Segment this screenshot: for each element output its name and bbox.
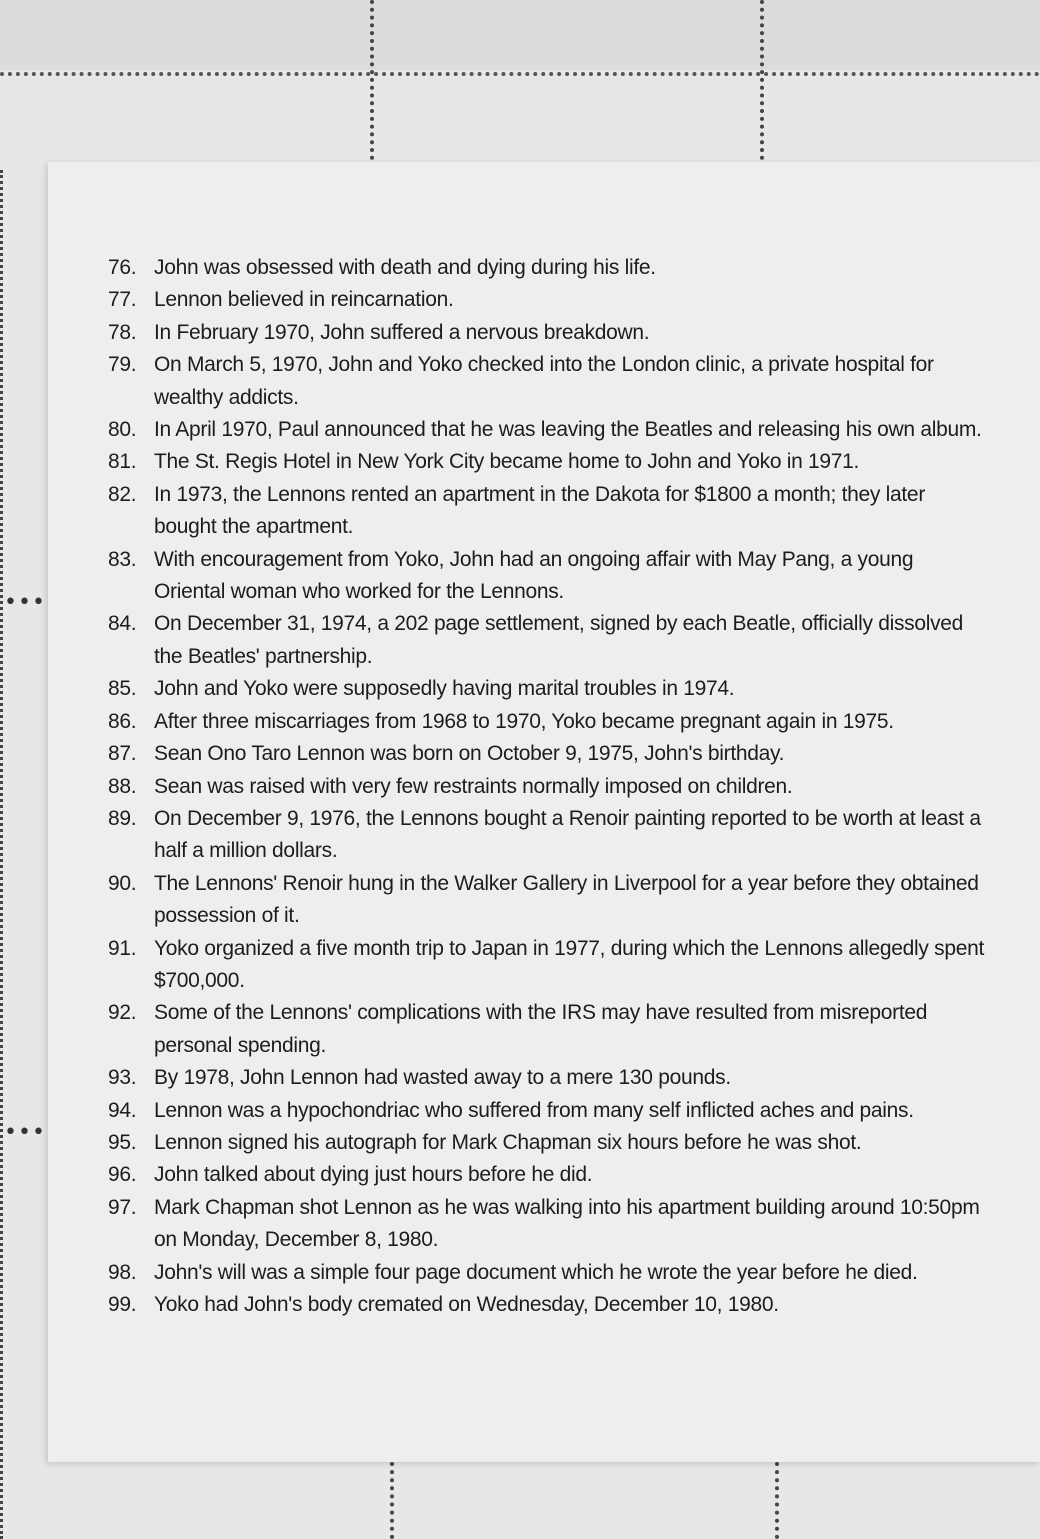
fact-text: The St. Regis Hotel in New York City became home to John and Yoko in 1971.	[154, 450, 860, 474]
fact-item	[108, 1127, 988, 1159]
fact-item	[108, 738, 988, 770]
fact-item	[108, 446, 988, 478]
fact-number: 89.	[108, 806, 137, 830]
fact-number: 87.	[108, 742, 137, 766]
fact-item	[108, 933, 988, 998]
fact-text: With encouragement from Yoko, John had an ongoing affair with May Pang, a young Oriental woman who worked for the Lennons.	[154, 547, 914, 604]
background-dotted-line	[0, 170, 3, 1539]
fact-item	[108, 608, 988, 673]
fact-number: 96.	[108, 1163, 137, 1187]
fact-item	[108, 1159, 988, 1191]
fact-number: 76.	[108, 256, 137, 279]
background-dotted-line	[760, 0, 764, 160]
fact-item	[108, 349, 988, 414]
fact-text: John and Yoko were supposedly having marital troubles in 1974.	[154, 677, 735, 701]
fact-text: On March 5, 1970, John and Yoko checked into the London clinic, a private hospital for wealthy addicts.	[154, 353, 934, 409]
fact-item	[108, 317, 988, 349]
fact-number: 94.	[108, 1098, 137, 1122]
document-page	[48, 162, 1040, 1462]
fact-text: The Lennons' Renoir hung in the Walker Gallery in Liverpool for a year before they obtained possession of it.	[154, 871, 979, 928]
fact-item	[108, 1062, 988, 1094]
fact-number: 83.	[108, 547, 137, 571]
fact-item	[108, 252, 988, 284]
fact-number: 92.	[108, 1001, 137, 1025]
background-dotted-line	[370, 0, 374, 160]
fact-text: By 1978, John Lennon had wasted away to a mere 130 pounds.	[154, 1066, 731, 1090]
fact-text: In April 1970, Paul announced that he was leaving the Beatles and releasing his own album.	[154, 418, 982, 442]
fact-text: John's will was a simple four page document which he wrote the year before he died.	[154, 1260, 918, 1284]
fact-item	[108, 1192, 988, 1257]
fact-number: 93.	[108, 1066, 137, 1090]
fact-number: 77.	[108, 288, 137, 312]
fact-text: In 1973, the Lennons rented an apartment in the Dakota for $1800 a month; they later bought the apartment.	[154, 482, 926, 539]
background-dotted-line	[390, 1462, 394, 1539]
fact-text: After three miscarriages from 1968 to 1970, Yoko became pregnant again in 1975.	[154, 709, 894, 733]
fact-item	[108, 544, 988, 609]
fact-item	[108, 284, 988, 316]
fact-item	[108, 673, 988, 705]
fact-number: 97.	[108, 1195, 137, 1219]
fact-text: Lennon was a hypochondriac who suffered from many self inflicted aches and pains.	[154, 1098, 914, 1122]
background-dotted-line	[775, 1462, 779, 1539]
fact-text: Mark Chapman shot Lennon as he was walking into his apartment building around 10:50pm on Monday, December 8, 1980.	[154, 1195, 980, 1252]
fact-item	[108, 997, 988, 1062]
fact-item	[108, 1289, 988, 1321]
fact-number: 99.	[108, 1293, 137, 1316]
fact-text: Yoko had John's body cremated on Wednesday, December 10, 1980.	[154, 1293, 779, 1316]
fact-text: John talked about dying just hours before he did.	[154, 1163, 593, 1187]
fact-text: Lennon signed his autograph for Mark Chapman six hours before he was shot.	[154, 1130, 862, 1154]
fact-number: 91.	[108, 936, 137, 960]
fact-item	[108, 414, 988, 446]
fact-number: 98.	[108, 1260, 137, 1284]
fact-number: 80.	[108, 418, 137, 442]
fact-item	[108, 771, 988, 803]
edge-dots-icon: •••	[4, 590, 46, 615]
fact-item	[108, 706, 988, 738]
fact-number: 85.	[108, 677, 137, 701]
edge-dots-icon: •••	[4, 1120, 46, 1145]
fact-number: 88.	[108, 774, 137, 798]
fact-text: Lennon believed in reincarnation.	[154, 288, 454, 312]
fact-text: In February 1970, John suffered a nervous breakdown.	[154, 320, 650, 344]
fact-text: Sean was raised with very few restraints normally imposed on children.	[154, 774, 793, 798]
facts-list	[108, 252, 988, 1321]
fact-text: On December 31, 1974, a 202 page settlement, signed by each Beatle, officially dissolved the Beatles' partnership.	[154, 612, 964, 668]
fact-text: Yoko organized a five month trip to Japan in 1977, during which the Lennons allegedly spent $700,000.	[154, 936, 985, 992]
fact-item	[108, 479, 988, 544]
fact-number: 79.	[108, 353, 137, 377]
fact-text: Sean Ono Taro Lennon was born on October 9, 1975, John's birthday.	[154, 742, 785, 766]
fact-number: 90.	[108, 871, 137, 895]
fact-text: John was obsessed with death and dying during his life.	[154, 256, 656, 279]
fact-number: 95.	[108, 1130, 137, 1154]
fact-number: 82.	[108, 482, 137, 506]
fact-text: On December 9, 1976, the Lennons bought a Renoir painting reported to be worth at least a half a million dollars.	[154, 806, 981, 863]
fact-item	[108, 1257, 988, 1289]
fact-number: 86.	[108, 709, 137, 733]
fact-number: 78.	[108, 320, 137, 344]
fact-item	[108, 803, 988, 868]
fact-item	[108, 868, 988, 933]
background-dotted-line	[0, 72, 1040, 76]
fact-number: 81.	[108, 450, 137, 474]
fact-number: 84.	[108, 612, 137, 636]
fact-item	[108, 1095, 988, 1127]
fact-text: Some of the Lennons' complications with the IRS may have resulted from misreported personal spending.	[154, 1001, 928, 1057]
background-band	[0, 0, 1040, 70]
